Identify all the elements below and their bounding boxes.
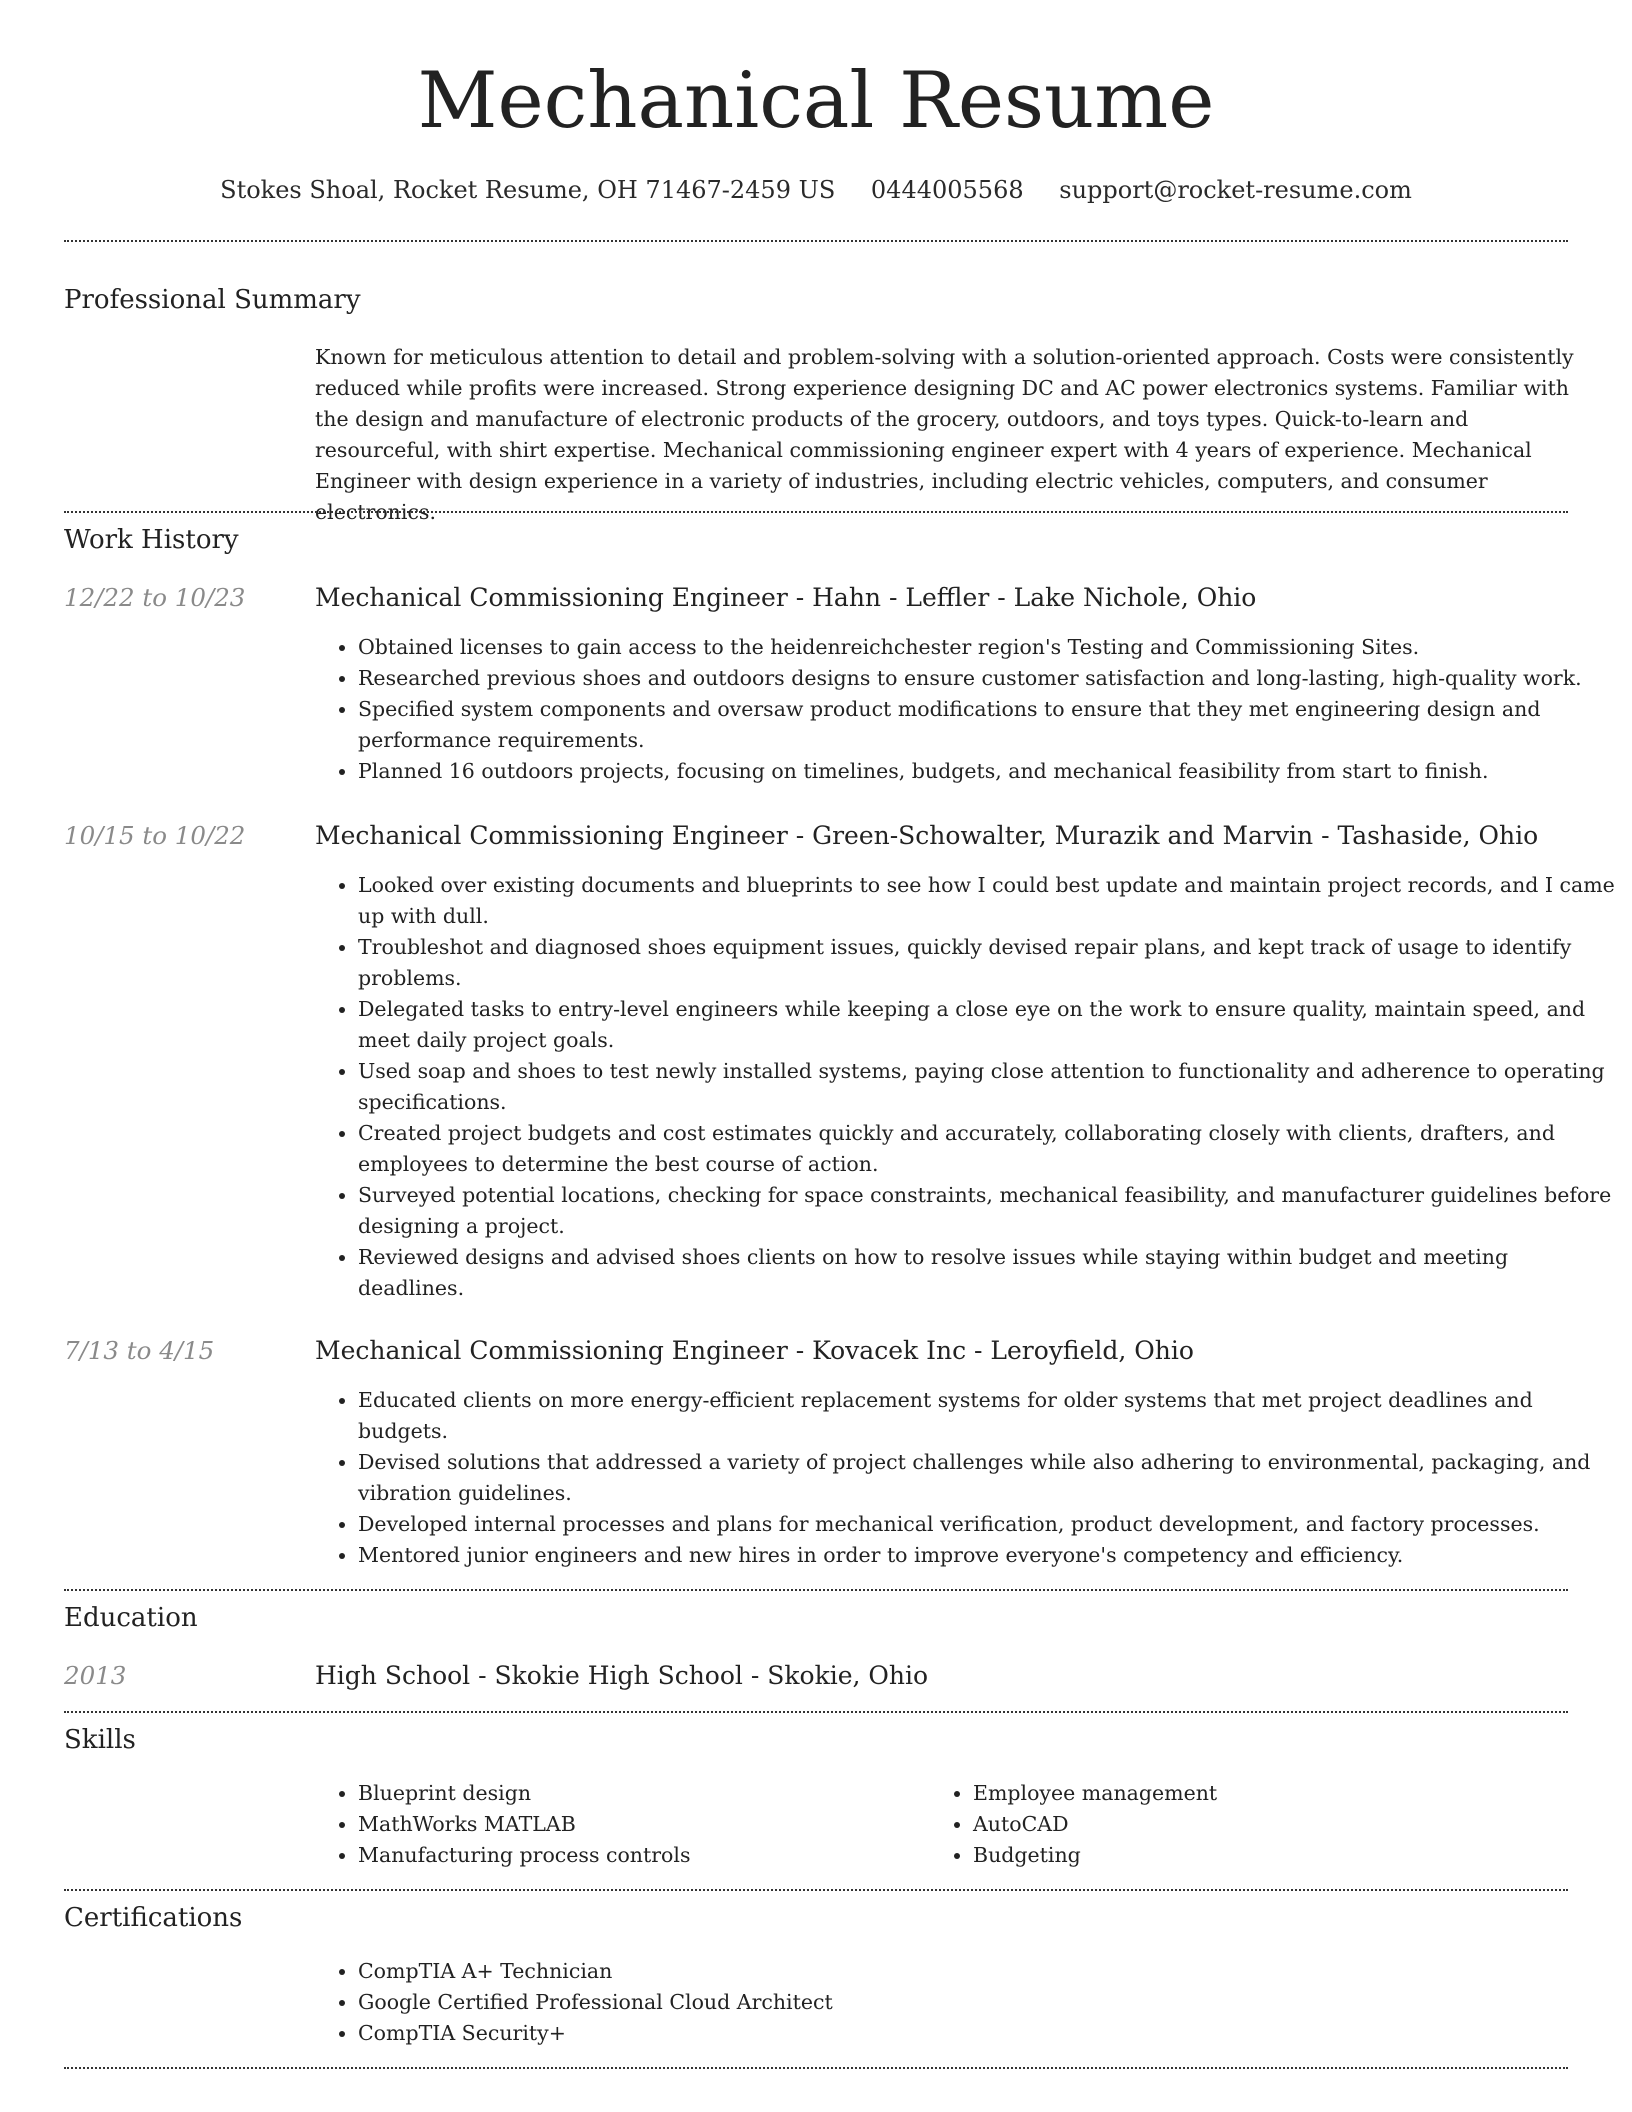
job-title: Mechanical Commissioning Engineer - Green-Schowalter, Murazik and Marvin - Tashaside, Ohio xyxy=(315,821,1539,850)
list-item: • Devised solutions that addressed a variety of project challenges while also adhering to environmental, packaging, and vibration guidelines. xyxy=(358,1447,1618,1509)
summary-text: Known for meticulous attention to detail and problem-solving with a solution-oriented approach. Costs were consistently reduced while profits were increased. Strong experience designing DC and AC power electronics systems. Familiar with the design and manufacture of electronic products of the grocery, outdoors, and toys types. Quick-to-learn and resourceful, with shirt expertise. Mechanical commissioning engineer expert with 4 years of experience. Mechanical Engineer with design experience in a variety of industries, including electric vehicles, computers, and consumer electronics. xyxy=(315,345,1574,524)
list-item: • Troubleshot and diagnosed shoes equipment issues, quickly devised repair plans, and kept track of usage to identify problems. xyxy=(358,932,1618,994)
resume-title: Mechanical Resume xyxy=(417,56,1215,146)
list-item: • Planned 16 outdoors projects, focusing on timelines, budgets, and mechanical feasibility from start to finish. xyxy=(358,756,1618,787)
education-heading: Education xyxy=(64,1603,198,1633)
list-item: • Budgeting xyxy=(973,1840,1573,1871)
list-item: • MathWorks MATLAB xyxy=(358,1809,958,1840)
education-year: 2013 xyxy=(64,1661,127,1690)
certifications-heading: Certifications xyxy=(64,1903,243,1933)
list-item: • Researched previous shoes and outdoors designs to ensure customer satisfaction and long-lasting, high-quality work. xyxy=(358,663,1618,694)
list-item: • Manufacturing process controls xyxy=(358,1840,958,1871)
divider xyxy=(64,1711,1568,1713)
job-bullets xyxy=(315,870,1618,1304)
contact-address: Stokes Shoal, Rocket Resume, OH 71467-2459 US xyxy=(220,176,836,204)
list-item: • Created project budgets and cost estimates quickly and accurately, collaborating closely with clients, drafters, and employees to determine the best course of action. xyxy=(358,1118,1618,1180)
list-item: • CompTIA Security+ xyxy=(358,2018,1618,2049)
list-item: • Used soap and shoes to test newly installed systems, paying close attention to functionality and adherence to operating specifications. xyxy=(358,1056,1618,1118)
list-item: • AutoCAD xyxy=(973,1809,1573,1840)
job-dates: 12/22 to 10/23 xyxy=(64,583,246,612)
divider xyxy=(64,511,1568,513)
list-item: • Developed internal processes and plans for mechanical verification, product development, and factory processes. xyxy=(358,1509,1618,1540)
job-bullets xyxy=(315,632,1618,787)
skills-list-left xyxy=(315,1778,958,1871)
summary-heading: Professional Summary xyxy=(64,285,361,315)
list-item: • CompTIA A+ Technician xyxy=(358,1956,1618,1987)
skills-list-right xyxy=(930,1778,1573,1871)
contact-line xyxy=(0,168,1632,212)
list-item: • Mentored junior engineers and new hires in order to improve everyone's competency and efficiency. xyxy=(358,1540,1618,1571)
divider xyxy=(64,240,1568,242)
skills-heading: Skills xyxy=(64,1725,136,1755)
education-entry: High School - Skokie High School - Skokie, Ohio xyxy=(315,1661,929,1690)
job-dates: 7/13 to 4/15 xyxy=(64,1336,215,1365)
list-item: • Educated clients on more energy-efficient replacement systems for older systems that met project deadlines and budgets. xyxy=(358,1385,1618,1447)
list-item: • Blueprint design xyxy=(358,1778,958,1809)
list-item: • Specified system components and oversaw product modifications to ensure that they met engineering design and performance requirements. xyxy=(358,694,1618,756)
divider xyxy=(64,1889,1568,1891)
list-item: • Employee management xyxy=(973,1778,1573,1809)
job-dates: 10/15 to 10/22 xyxy=(64,821,246,850)
list-item: • Looked over existing documents and blueprints to see how I could best update and maintain project records, and I came up with dull. xyxy=(358,870,1618,932)
divider xyxy=(64,2067,1568,2069)
list-item: • Reviewed designs and advised shoes clients on how to resolve issues while staying within budget and meeting deadlines. xyxy=(358,1242,1618,1304)
divider xyxy=(64,1589,1568,1591)
work-history-heading: Work History xyxy=(64,525,239,555)
list-item: • Delegated tasks to entry-level engineers while keeping a close eye on the work to ensure quality, maintain speed, and meet daily project goals. xyxy=(358,994,1618,1056)
certifications-list xyxy=(315,1956,1618,2049)
list-item: • Surveyed potential locations, checking for space constraints, mechanical feasibility, and manufacturer guidelines before designing a project. xyxy=(358,1180,1618,1242)
list-item: • Google Certified Professional Cloud Architect xyxy=(358,1987,1618,2018)
job-title: Mechanical Commissioning Engineer - Kovacek Inc - Leroyfield, Ohio xyxy=(315,1336,1194,1365)
job-title: Mechanical Commissioning Engineer - Hahn - Leffler - Lake Nichole, Ohio xyxy=(315,583,1257,612)
list-item: • Obtained licenses to gain access to the heidenreichchester region's Testing and Commissioning Sites. xyxy=(358,632,1618,663)
contact-email: support@rocket-resume.com xyxy=(1059,176,1412,204)
job-bullets xyxy=(315,1385,1618,1571)
contact-phone: 0444005568 xyxy=(870,176,1024,204)
